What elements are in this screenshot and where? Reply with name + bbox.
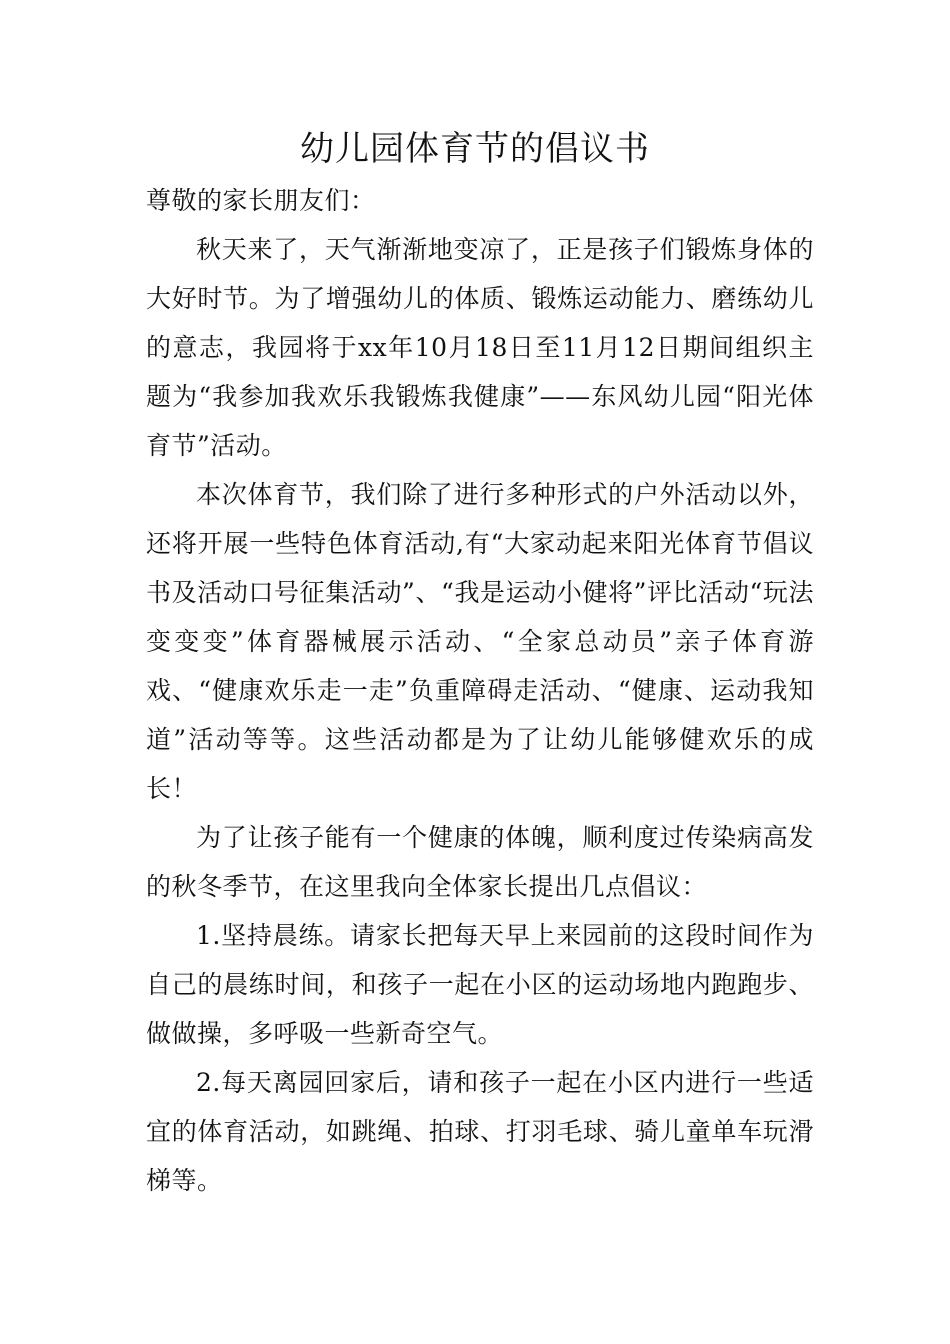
document-title: 幼儿园体育节的倡议书 xyxy=(300,129,650,169)
paragraph-proposal-intro: 为了让孩子能有一个健康的体魄，顺利度过传染病高发的秋冬季节，在这里我向全体家长提出几点倡议： xyxy=(146,823,814,901)
paragraph-proposal-1: 1.坚持晨练。请家长把每天早上来园前的这段时间作为自己的晨练时间，和孩子一起在小区的运动场地内跑跑步、做做操，多呼吸一些新奇空气。 xyxy=(146,921,814,1048)
paragraph-activities: 本次体育节，我们除了进行多种形式的户外活动以外，还将开展一些特色体育活动,有“大家动起来阳光体育节倡议书及活动口号征集活动”、“我是运动小健将”评比活动“玩法变变变”体育器械展示活动、“全家总动员”亲子体育游戏、“健康欢乐走一走”负重障碍走活动、“健康、运动我知道”活动等等。这些活动都是为了让幼儿能够健欢乐的成长！ xyxy=(146,480,814,803)
paragraph-proposal-2: 2.每天离园回家后，请和孩子一起在小区内进行一些适宜的体育活动，如跳绳、拍球、打羽毛球、骑儿童单车玩滑梯等。 xyxy=(146,1068,814,1195)
greeting-line: 尊敬的家长朋友们： xyxy=(146,186,376,215)
document-body xyxy=(146,176,814,1205)
paragraph-intro: 秋天来了，天气渐渐地变凉了，正是孩子们锻炼身体的大好时节。为了增强幼儿的体质、锻炼运动能力、磨练幼儿的意志，我园将于xx年10月18日至11月12日期间组织主题为“我参加我欢乐我锻炼我健康”——东风幼儿园“阳光体育节”活动。 xyxy=(146,235,814,460)
